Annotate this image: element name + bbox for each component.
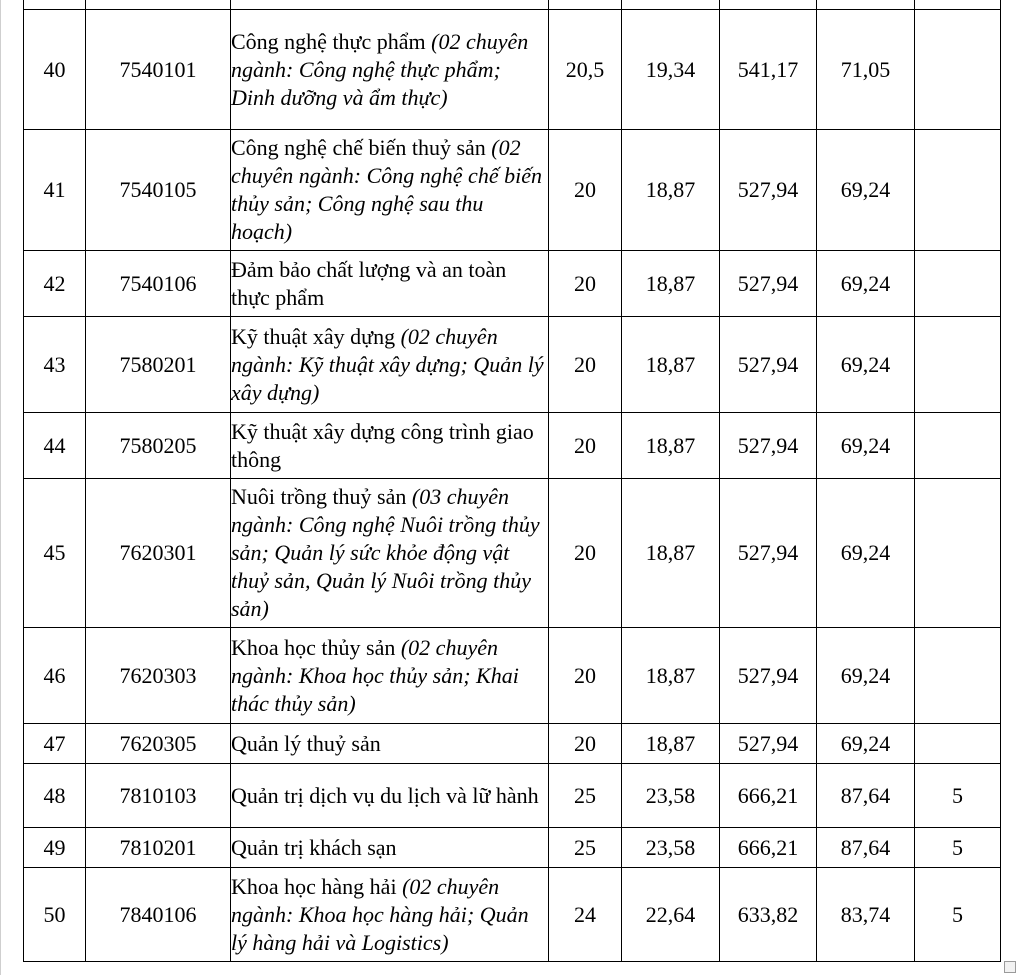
score-cell: 20 (549, 413, 622, 479)
score-cell: 87,64 (817, 828, 915, 868)
major-name-cell (231, 724, 549, 764)
score-cell: 527,94 (720, 724, 817, 764)
row-number-cell: 49 (24, 828, 86, 868)
score-cell: 69,24 (817, 479, 915, 628)
major-name: Quản lý thuỷ sản (231, 730, 381, 756)
score-cell: 541,17 (720, 10, 817, 130)
score-cell: 18,87 (622, 251, 720, 317)
row-number-cell: 50 (24, 868, 86, 962)
score-cell: 22,64 (622, 868, 720, 962)
score-cell: 20 (549, 479, 622, 628)
row-number-cell: 42 (24, 251, 86, 317)
score-cell: 5 (915, 764, 1001, 828)
major-name-cell (231, 10, 549, 130)
table-row (24, 317, 1001, 413)
resize-handle[interactable] (1004, 961, 1016, 973)
score-cell (915, 724, 1001, 764)
major-specializations: (02 chuyên ngành: Kỹ thuật xây dựng; Quản lý xây dựng) (231, 323, 544, 405)
row-number-cell: 40 (24, 10, 86, 130)
row-number-cell: 45 (24, 479, 86, 628)
stub-cell (86, 0, 231, 10)
major-name: Quản trị dịch vụ du lịch và lữ hành (231, 782, 539, 808)
major-specializations: (02 chuyên ngành: Công nghệ chế biến thủy sản; Công nghệ sau thu hoạch) (231, 135, 542, 244)
score-cell: 69,24 (817, 130, 915, 251)
score-cell (915, 317, 1001, 413)
table-row (24, 764, 1001, 828)
score-cell: 83,74 (817, 868, 915, 962)
major-name-cell (231, 868, 549, 962)
score-cell: 69,24 (817, 413, 915, 479)
score-cell (915, 628, 1001, 724)
score-cell: 5 (915, 828, 1001, 868)
major-name: Khoa học hàng hải (231, 873, 397, 899)
score-cell: 18,87 (622, 130, 720, 251)
score-cell (915, 413, 1001, 479)
major-specializations: (02 chuyên ngành: Công nghệ thực phẩm; Dinh dưỡng và ẩm thực) (231, 28, 529, 110)
major-name-cell (231, 413, 549, 479)
score-cell: 527,94 (720, 251, 817, 317)
major-name-cell (231, 317, 549, 413)
row-number-cell: 44 (24, 413, 86, 479)
score-cell: 527,94 (720, 413, 817, 479)
score-cell: 23,58 (622, 828, 720, 868)
row-number-cell: 47 (24, 724, 86, 764)
score-cell: 18,87 (622, 628, 720, 724)
stub-cell (231, 0, 549, 10)
score-cell: 69,24 (817, 317, 915, 413)
score-cell: 20 (549, 628, 622, 724)
table-row-continuation (24, 0, 1001, 10)
table-row (24, 868, 1001, 962)
score-cell: 71,05 (817, 10, 915, 130)
table-row (24, 479, 1001, 628)
major-name: Khoa học thủy sản (231, 634, 396, 660)
score-cell: 87,64 (817, 764, 915, 828)
table-row (24, 413, 1001, 479)
stub-cell (549, 0, 622, 10)
page-left-edge (0, 0, 1, 975)
score-cell: 19,34 (622, 10, 720, 130)
table-row (24, 10, 1001, 130)
major-name-cell (231, 828, 549, 868)
score-cell: 24 (549, 868, 622, 962)
major-code-cell: 7540106 (86, 251, 231, 317)
score-cell: 633,82 (720, 868, 817, 962)
table-row (24, 130, 1001, 251)
score-cell: 25 (549, 828, 622, 868)
score-cell: 25 (549, 764, 622, 828)
major-code-cell: 7580205 (86, 413, 231, 479)
major-code-cell: 7540101 (86, 10, 231, 130)
stub-cell (24, 0, 86, 10)
major-code-cell: 7810103 (86, 764, 231, 828)
score-cell: 69,24 (817, 628, 915, 724)
major-name: Công nghệ thực phẩm (231, 28, 426, 54)
score-cell: 666,21 (720, 828, 817, 868)
major-name: Kỹ thuật xây dựng (231, 323, 396, 349)
score-cell: 20,5 (549, 10, 622, 130)
score-cell (915, 479, 1001, 628)
score-cell (915, 130, 1001, 251)
stub-cell (622, 0, 720, 10)
table-body (24, 0, 1001, 962)
table-row (24, 628, 1001, 724)
score-cell: 20 (549, 317, 622, 413)
major-name: Nuôi trồng thuỷ sản (231, 484, 407, 509)
score-cell: 69,24 (817, 724, 915, 764)
row-number-cell: 41 (24, 130, 86, 251)
major-specializations: (03 chuyên ngành: Công nghệ Nuôi trồng thủy sản; Quản lý sức khỏe động vật thuỷ sản, Quản lý Nuôi trồng thủy sản) (231, 484, 540, 621)
major-code-cell: 7620303 (86, 628, 231, 724)
row-number-cell: 43 (24, 317, 86, 413)
row-number-cell: 48 (24, 764, 86, 828)
major-name-cell (231, 130, 549, 251)
major-code-cell: 7620305 (86, 724, 231, 764)
major-code-cell: 7840106 (86, 868, 231, 962)
score-cell: 527,94 (720, 317, 817, 413)
major-specializations: (02 chuyên ngành: Khoa học thủy sản; Khai thác thủy sản) (231, 634, 519, 716)
score-cell: 527,94 (720, 628, 817, 724)
score-cell: 18,87 (622, 317, 720, 413)
major-name: Quản trị khách sạn (231, 834, 397, 860)
table-row (24, 251, 1001, 317)
stub-cell (817, 0, 915, 10)
major-name-cell (231, 764, 549, 828)
score-cell: 69,24 (817, 251, 915, 317)
score-cell: 18,87 (622, 479, 720, 628)
stub-cell (720, 0, 817, 10)
score-cell: 18,87 (622, 724, 720, 764)
row-number-cell: 46 (24, 628, 86, 724)
major-code-cell: 7810201 (86, 828, 231, 868)
major-code-cell: 7580201 (86, 317, 231, 413)
score-cell (915, 10, 1001, 130)
score-cell: 23,58 (622, 764, 720, 828)
stub-cell (915, 0, 1001, 10)
admission-score-table (23, 0, 1001, 962)
major-name-cell (231, 479, 549, 628)
score-cell: 20 (549, 724, 622, 764)
score-cell: 666,21 (720, 764, 817, 828)
major-name: Kỹ thuật xây dựng công trình giao thông (231, 418, 534, 472)
major-name-cell (231, 628, 549, 724)
table-row (24, 724, 1001, 764)
major-name: Đảm bảo chất lượng và an toàn thực phẩm (231, 256, 507, 310)
major-name: Công nghệ chế biến thuỷ sản (231, 135, 486, 160)
score-cell: 527,94 (720, 479, 817, 628)
score-cell: 20 (549, 130, 622, 251)
score-cell (915, 251, 1001, 317)
major-name-cell (231, 251, 549, 317)
major-code-cell: 7540105 (86, 130, 231, 251)
score-cell: 527,94 (720, 130, 817, 251)
score-cell: 18,87 (622, 413, 720, 479)
score-cell: 5 (915, 868, 1001, 962)
major-code-cell: 7620301 (86, 479, 231, 628)
score-cell: 20 (549, 251, 622, 317)
major-specializations: (02 chuyên ngành: Khoa học hàng hải; Quản lý hàng hải và Logistics) (231, 873, 529, 955)
table-row (24, 828, 1001, 868)
